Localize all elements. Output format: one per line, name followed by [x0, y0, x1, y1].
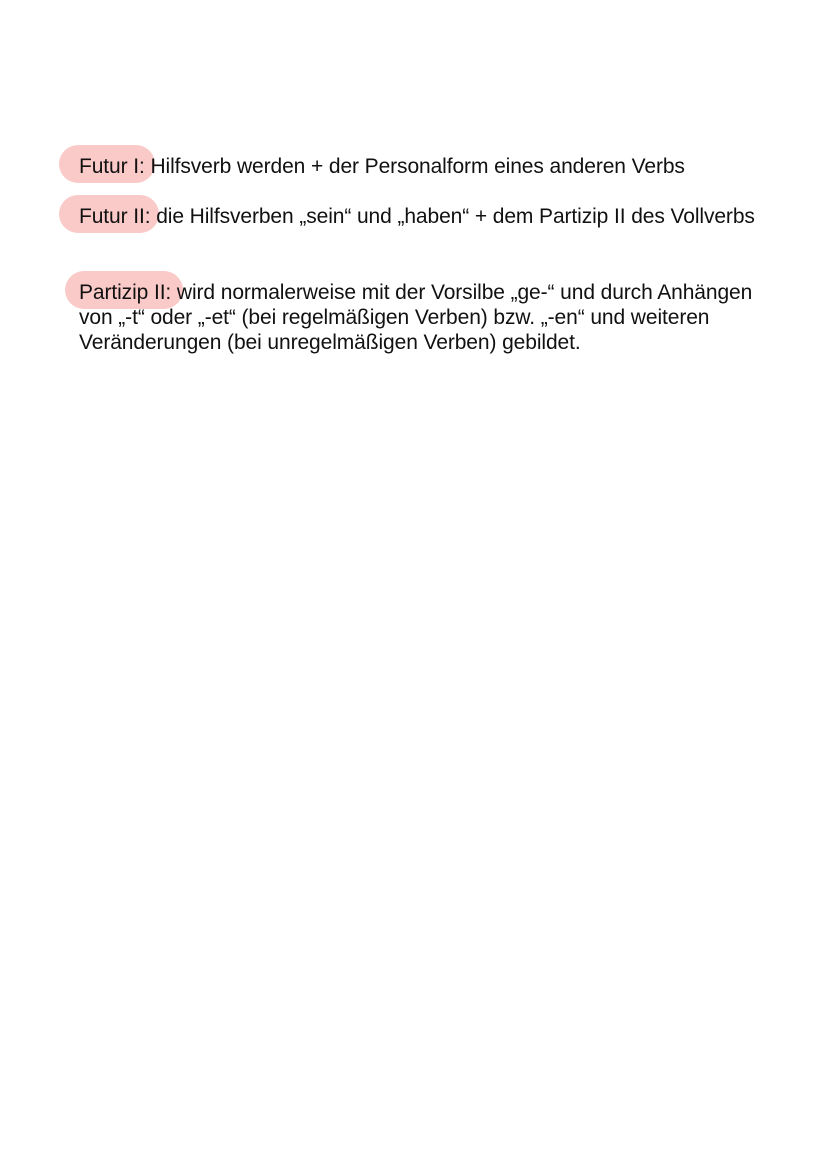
term-label: Futur II:	[79, 205, 151, 228]
term-label: Futur I:	[79, 155, 145, 178]
definition-futur-1	[79, 154, 769, 179]
term-futur-2	[79, 205, 150, 228]
definition-futur-2	[79, 204, 769, 229]
definition-text: wird normalerweise mit der Vorsilbe „ge-“ und durch Anhängen von „-t“ oder „-et“ (bei regelmäßigen Verben) bzw. „-en“ und weiteren Veränderungen (bei unregelmäßigen Verben) gebildet.	[79, 281, 753, 354]
term-partizip-2	[79, 281, 171, 304]
definition-partizip-2	[79, 280, 769, 355]
definition-text: die Hilfsverben „sein“ und „haben“ + dem Partizip II des Vollverbs	[150, 205, 755, 228]
definition-text: Hilfsverb werden + der Personalform eines anderen Verbs	[144, 155, 685, 178]
term-futur-1	[79, 155, 145, 178]
term-label: Partizip II:	[79, 281, 172, 304]
